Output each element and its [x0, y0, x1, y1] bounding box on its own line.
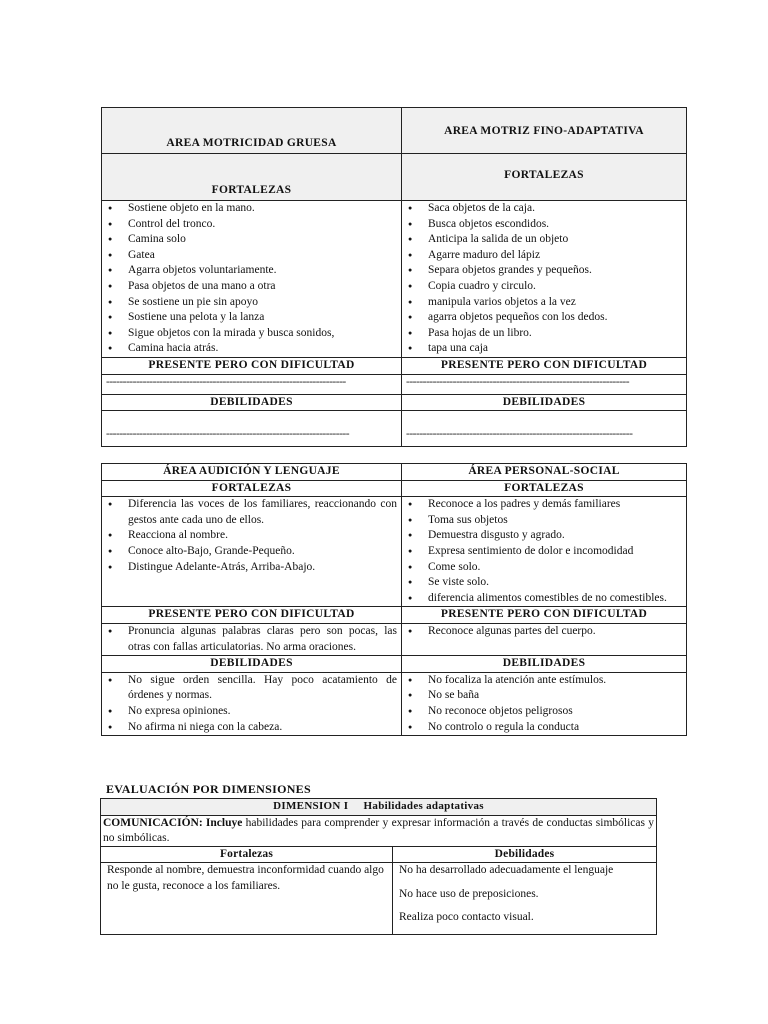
list-item: ● Pasa hojas de un libro.	[406, 326, 682, 342]
list-item: ● Reconoce a los padres y demás familiares	[406, 497, 682, 513]
section-title: EVALUACIÓN POR DIMENSIONES	[106, 782, 311, 796]
debilidades-label-1: DEBILIDADES	[102, 394, 402, 411]
debilidades-label-2: DEBILIDADES	[402, 394, 687, 411]
dimension-name: Habilidades adaptativas	[363, 800, 484, 812]
list-item: ● Diferencia las voces de los familiares, reaccionando con gestos ante cada uno de ellos.	[106, 497, 397, 528]
list-item: ● No expresa opiniones.	[106, 704, 397, 720]
fortalezas-label-1: FORTALEZAS	[102, 154, 402, 201]
list-item: ● Copia cuadro y circulo.	[406, 279, 682, 295]
list-item: ● Se viste solo.	[406, 575, 682, 591]
fortalezas-header: Fortalezas	[101, 846, 393, 863]
dimension-number: DIMENSION I	[273, 800, 349, 812]
list-item: ● Sigue objetos con la mirada y busca sonidos,	[106, 326, 397, 342]
list-item: ● Agarre maduro del lápiz	[406, 248, 682, 264]
debilidades-list-social	[402, 672, 687, 735]
debilidad-item: Realiza poco contacto visual.	[399, 911, 534, 924]
dificultad-label-3: PRESENTE PERO CON DIFICULTAD	[102, 607, 402, 624]
fortalezas-label-4: FORTALEZAS	[402, 480, 687, 497]
list-item: ● Separa objetos grandes y pequeños.	[406, 263, 682, 279]
list-item: ● No afirma ni niega con la cabeza.	[106, 720, 397, 736]
header-motriz-fino: AREA MOTRIZ FINO-ADAPTATIVA	[402, 108, 687, 154]
list-item: ● Gatea	[106, 248, 397, 264]
comunicacion-text: habilidades para comprender y expresar información a través de conductas simbólicas y no simbólicas.	[103, 816, 654, 844]
list-item: ● Pronuncia algunas palabras claras pero son pocas, las otras con fallas articulatorias. No arma oraciones.	[106, 624, 397, 655]
debilidad-item: No hace uso de preposiciones.	[399, 887, 539, 900]
fortalezas-text: Responde al nombre, demuestra inconformidad cuando algo no le gusta, reconoce a los familiares.	[101, 863, 393, 935]
list-item: ● No reconoce objetos peligrosos	[406, 704, 682, 720]
list-item: ● Saca objetos de la caja.	[406, 201, 682, 217]
table-language-social	[101, 463, 687, 736]
list-item: ● Busca objetos escondidos.	[406, 217, 682, 233]
list-item: ● tapa una caja	[406, 341, 682, 357]
list-item: ● No focaliza la atención ante estímulos.	[406, 673, 682, 689]
comunicacion-description	[101, 815, 657, 846]
debilidades-header: Debilidades	[393, 846, 657, 863]
dificultad-label-1: PRESENTE PERO CON DIFICULTAD	[102, 357, 402, 374]
fortalezas-label-2: FORTALEZAS	[402, 154, 687, 201]
fortalezas-label-3: FORTALEZAS	[102, 480, 402, 497]
debilidades-dashes-1: -------------------------------------------------------------------------	[102, 411, 402, 447]
list-item: ● agarra objetos pequeños con los dedos.	[406, 310, 682, 326]
list-item: ● Demuestra disgusto y agrado.	[406, 528, 682, 544]
list-item: ● No se baña	[406, 688, 682, 704]
list-item: ● diferencia alimentos comestibles de no comestibles.	[406, 591, 682, 607]
dificultad-dashes-1: ------------------------------------------------------------------------	[102, 374, 402, 394]
list-item: ● Se sostiene un pie sin apoyo	[106, 295, 397, 311]
list-item: ● Pasa objetos de una mano a otra	[106, 279, 397, 295]
list-item: ● Reconoce algunas partes del cuerpo.	[406, 624, 682, 640]
list-item: ● manipula varios objetos a la vez	[406, 295, 682, 311]
list-item: ● Expresa sentimiento de dolor e incomodidad	[406, 544, 682, 560]
dimension-title	[101, 799, 657, 816]
list-item: ● Toma sus objetos	[406, 513, 682, 529]
debilidades-list	[393, 863, 657, 935]
list-item: ● Camina solo	[106, 232, 397, 248]
header-motricidad-gruesa: AREA MOTRICIDAD GRUESA	[102, 108, 402, 154]
dificultad-label-4: PRESENTE PERO CON DIFICULTAD	[402, 607, 687, 624]
debilidades-dashes-2: --------------------------------------------------------------------	[402, 411, 687, 447]
table-motor-areas	[101, 107, 687, 447]
table-dimension	[100, 798, 657, 935]
comunicacion-label: COMUNICACIÓN: Incluye	[103, 816, 243, 829]
list-item: ● Reacciona al nombre.	[106, 528, 397, 544]
dificultad-list-social	[402, 623, 687, 655]
list-item: ● Distingue Adelante-Atrás, Arriba-Abajo.	[106, 560, 397, 576]
debilidades-list-lenguaje	[102, 672, 402, 735]
list-item: ● Conoce alto-Bajo, Grande-Pequeño.	[106, 544, 397, 560]
list-item: ● Sostiene una pelota y la lanza	[106, 310, 397, 326]
debilidades-label-3: DEBILIDADES	[102, 656, 402, 673]
fortalezas-list-lenguaje	[102, 497, 402, 607]
header-personal-social: ÁREA PERSONAL-SOCIAL	[402, 464, 687, 481]
fortalezas-list-social	[402, 497, 687, 607]
debilidad-item: No ha desarrollado adecuadamente el lenguaje	[399, 864, 614, 877]
list-item: ● Come solo.	[406, 560, 682, 576]
list-item: ● Agarra objetos voluntariamente.	[106, 263, 397, 279]
list-item: ● No controlo o regula la conducta	[406, 720, 682, 736]
header-audicion-lenguaje: ÁREA AUDICIÓN Y LENGUAJE	[102, 464, 402, 481]
dificultad-dashes-2: -------------------------------------------------------------------	[402, 374, 687, 394]
fortalezas-list-fino	[402, 201, 687, 358]
list-item: ● Control del tronco.	[106, 217, 397, 233]
list-item: ● Sostiene objeto en la mano.	[106, 201, 397, 217]
debilidades-label-4: DEBILIDADES	[402, 656, 687, 673]
fortalezas-list-gruesa	[102, 201, 402, 358]
list-item: ● Camina hacia atrás.	[106, 341, 397, 357]
list-item: ● Anticipa la salida de un objeto	[406, 232, 682, 248]
list-item: ● No sigue orden sencilla. Hay poco acatamiento de órdenes y normas.	[106, 673, 397, 704]
dificultad-list-lenguaje	[102, 623, 402, 655]
dificultad-label-2: PRESENTE PERO CON DIFICULTAD	[402, 357, 687, 374]
